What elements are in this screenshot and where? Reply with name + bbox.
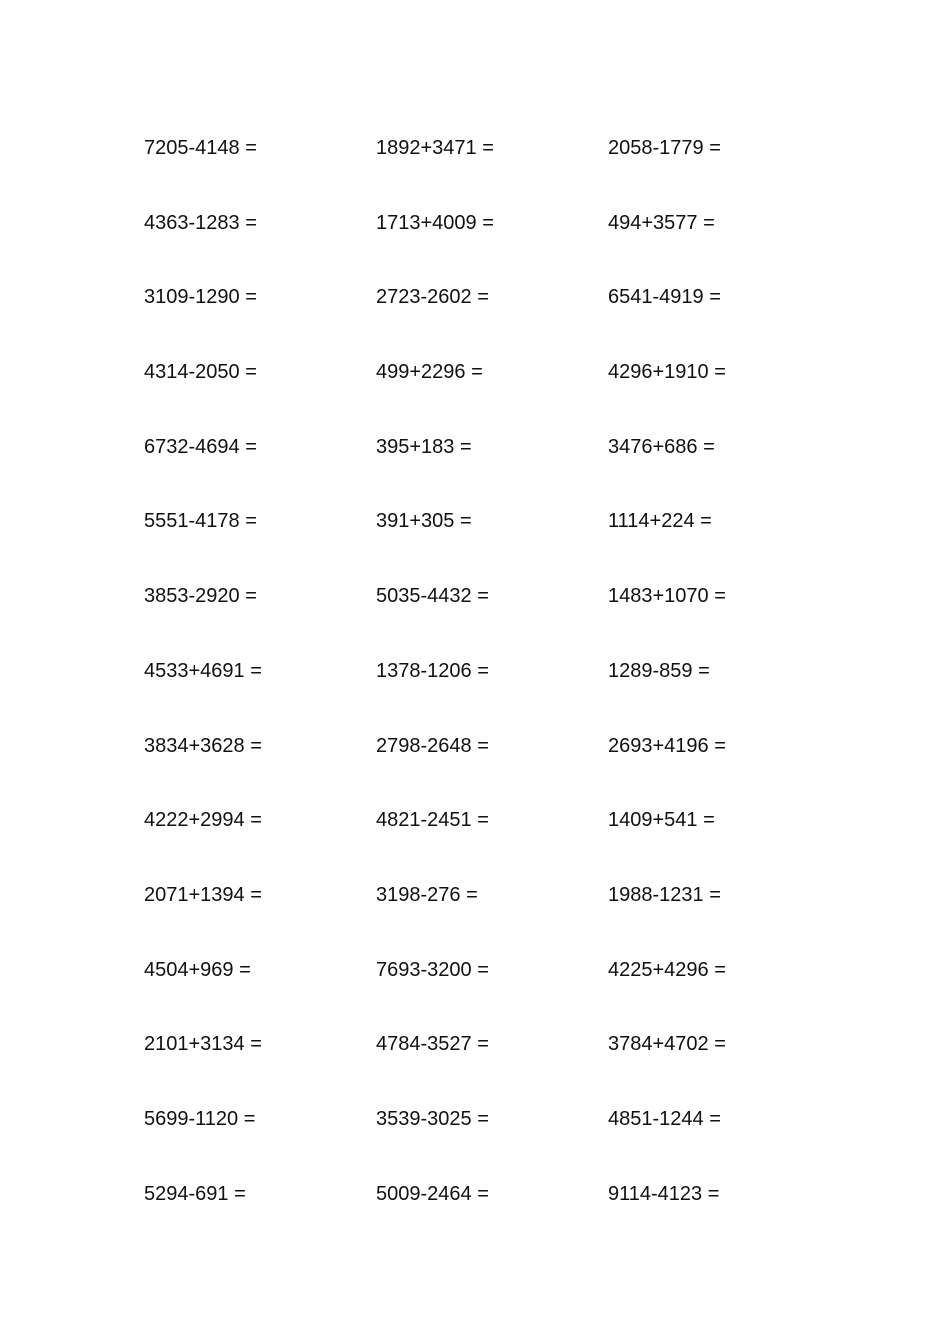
arithmetic-problem: 5551-4178 = (144, 510, 257, 533)
arithmetic-problem: 4314-2050 = (144, 361, 257, 384)
problem-grid (144, 136, 840, 1256)
arithmetic-problem: 6732-4694 = (144, 435, 257, 458)
arithmetic-problem: 3853-2920 = (144, 585, 257, 608)
arithmetic-problem: 5009-2464 = (376, 1182, 489, 1205)
arithmetic-problem: 2071+1394 = (144, 883, 262, 906)
arithmetic-problem: 391+305 = (376, 510, 472, 533)
arithmetic-problem: 3834+3628 = (144, 734, 262, 757)
arithmetic-problem: 6541-4919 = (608, 286, 721, 309)
arithmetic-problem: 1713+4009 = (376, 211, 494, 234)
arithmetic-problem: 5035-4432 = (376, 585, 489, 608)
arithmetic-problem: 9114-4123 = (608, 1182, 720, 1205)
arithmetic-problem: 395+183 = (376, 435, 472, 458)
arithmetic-problem: 7205-4148 = (144, 137, 257, 159)
arithmetic-problem: 4296+1910 = (608, 361, 726, 384)
arithmetic-problem: 3476+686 = (608, 435, 715, 458)
arithmetic-problem: 3784+4702 = (608, 1033, 726, 1056)
arithmetic-problem: 2693+4196 = (608, 734, 726, 757)
arithmetic-problem: 4533+4691 = (144, 659, 262, 682)
arithmetic-problem: 1289-859 = (608, 659, 710, 682)
arithmetic-problem: 4821-2451 = (376, 809, 489, 832)
arithmetic-problem: 4363-1283 = (144, 211, 257, 234)
arithmetic-problem: 499+2296 = (376, 361, 483, 384)
arithmetic-problem: 3109-1290 = (144, 286, 257, 309)
arithmetic-problem: 4504+969 = (144, 958, 251, 981)
arithmetic-problem: 1483+1070 = (608, 585, 726, 608)
arithmetic-problem: 7693-3200 = (376, 958, 489, 981)
arithmetic-problem: 4222+2994 = (144, 809, 262, 832)
arithmetic-problem: 1114+224 = (608, 510, 712, 533)
arithmetic-problem: 1892+3471 = (376, 137, 494, 159)
arithmetic-problem: 4784-3527 = (376, 1033, 489, 1056)
arithmetic-problem: 4225+4296 = (608, 958, 726, 981)
arithmetic-problem: 2723-2602 = (376, 286, 489, 309)
arithmetic-problem: 1378-1206 = (376, 659, 489, 682)
arithmetic-problem: 5699-1120 = (144, 1107, 256, 1130)
arithmetic-problem: 3198-276 = (376, 883, 478, 906)
arithmetic-problem: 2798-2648 = (376, 734, 489, 757)
arithmetic-problem: 1988-1231 = (608, 883, 721, 906)
arithmetic-problem: 1409+541 = (608, 809, 715, 832)
arithmetic-problem: 494+3577 = (608, 211, 715, 234)
arithmetic-problem: 3539-3025 = (376, 1107, 489, 1130)
arithmetic-problem: 4851-1244 = (608, 1107, 721, 1130)
arithmetic-problem: 2058-1779 = (608, 137, 721, 159)
arithmetic-problem: 5294-691 = (144, 1182, 246, 1205)
arithmetic-problem: 2101+3134 = (144, 1033, 262, 1056)
